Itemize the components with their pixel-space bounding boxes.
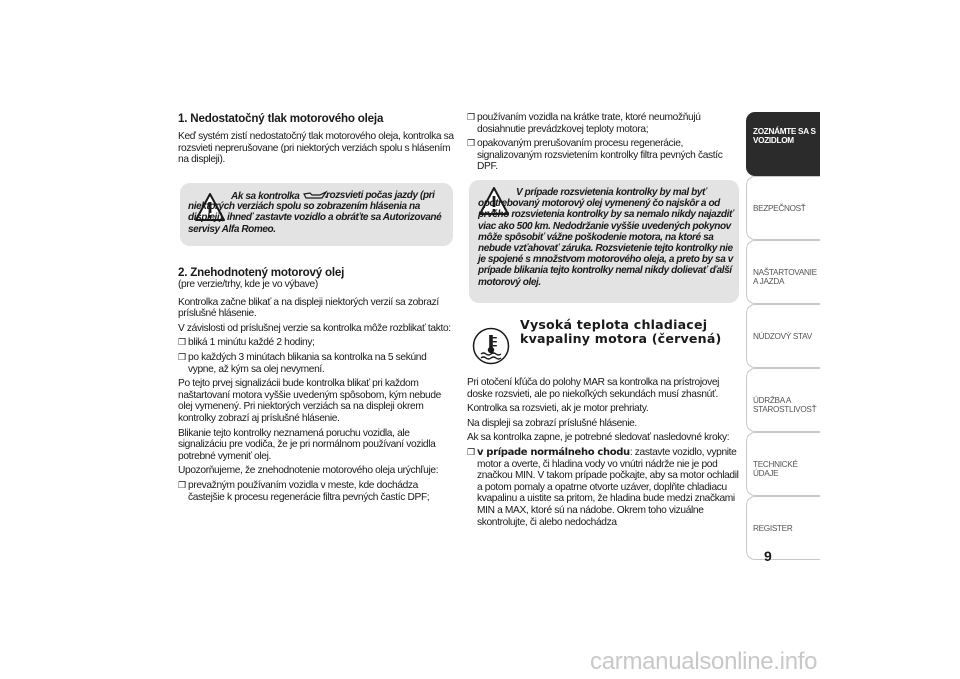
left-column-lower — [178, 266, 454, 506]
tab-maintenance[interactable]: ÚDRŽBA A STAROSTLIVOSŤ — [746, 368, 820, 432]
warning-text-continued: rozsvieti počas jazdy (pri niektorých verziách spolu so zobrazením hlásenia na displeji), ihneď zastavte vozidlo a obráťte sa Autorizované servisy Alfa Romeo. — [188, 190, 442, 235]
checkbox-bullet-icon: ❒ — [467, 446, 475, 457]
left-column — [178, 112, 454, 169]
checkbox-bullet-icon: ❒ — [467, 138, 475, 149]
paragraph: Na displeji sa zobrazí príslušné hlásenie. — [467, 417, 637, 429]
coolant-temperature-icon — [472, 327, 510, 365]
heading-subtitle: (pre verzie/trhy, kde je vo výbave) — [178, 279, 318, 290]
right-column — [467, 112, 745, 176]
watermark: carmanualsonline.info — [590, 648, 818, 675]
list-item: ❒ používaním vozidla na krátke trate, ktoré neumožňujú dosiahnutie prevádzkovej teploty motora; — [467, 112, 701, 135]
paragraph: Upozorňujeme, že znehodnotenie motorového oleja urýchľuje: — [178, 465, 439, 477]
tab-index[interactable]: REGISTER — [746, 496, 820, 560]
paragraph: Kontrolka sa rozsvieti, ak je motor prehriaty. — [467, 403, 649, 415]
paragraph: Kontrolka začne blikať a na displeji niektorých verzií sa zobrazí príslušné hlásenie. — [178, 296, 439, 320]
heading-degraded-oil: 2. Znehodnotený motorový olej — [178, 266, 345, 279]
list-item: ❒ po každých 3 minútach blikania sa kontrolka na 5 sekúnd vypne, až kým sa olej nevymení. — [178, 351, 427, 375]
right-column-lower — [467, 377, 745, 531]
paragraph: Po tejto prvej signalizácii bude kontrolka blikať pri každom naštartovaní motora vyššie uvedeným spôsobom, kým nebude olej vymenený. Pri niektorých verziách sa na displeji okrem kontrolky zobrazí aj príslušné hlásenie. — [178, 378, 441, 424]
warning-box-oil-pressure — [180, 183, 453, 246]
paragraph: Pri otočení kľúča do polohy MAR sa kontrolka na prístrojovej doske rozsvieti, ale po niekoľkých sekundách musí zhasnúť. — [467, 377, 720, 400]
tab-technical-data[interactable]: TECHNICKÉ ÚDAJE — [746, 432, 820, 496]
tab-starting-driving[interactable]: NAŠTARTOVANIE A JAZDA — [746, 240, 820, 304]
paragraph: Ak sa kontrolka zapne, je potrebné sledovať nasledovné kroky: — [467, 432, 730, 444]
warning-box-oil-change — [469, 180, 739, 303]
paragraph: V závislosti od príslušnej verzie sa kontrolka môže rozblikať takto: — [178, 322, 451, 334]
bold-term: v prípade normálneho chodu — [477, 446, 630, 458]
list-item: ❒ prevažným používaním vozidla v meste, kde dochádza častejšie k procesu regenerácie filtra pevných častíc DPF; — [178, 479, 430, 503]
warning-text: Ak sa kontrolka — [231, 190, 300, 202]
page-number: 9 — [764, 548, 772, 564]
checkbox-bullet-icon: ❒ — [178, 351, 186, 362]
tab-getting-to-know[interactable]: ZOZNÁMTE SA S VOZIDLOM — [746, 112, 820, 176]
warning-text: V prípade rozsvietenia kontrolky by mal byť opotrebovaný motorový olej vymenený čo najskôr a od prvého rozsvietenia kontrolky by sa nemalo nikdy najazdiť viac ako 500 km. Nedodržanie vyššie uvedených pokynov môže spôsobiť vážne poškodenie motora, na ktoré sa nebude vzťahovať záruka. Rozsvietenie tejto kontrolky nie je spojené s množstvom motorového oleja, a preto by sa v prípade blikania tejto kontrolky nemal nikdy dolievať ďalší motorový olej. — [478, 187, 734, 288]
paragraph: Blikanie tejto kontrolky neznamená poruchu vozidla, ale signalizáciu pre vodiča, že je pri normálnom používaní vozidla potrebné vymeniť olej. — [178, 427, 436, 462]
checkbox-bullet-icon: ❒ — [178, 337, 186, 348]
checkbox-bullet-icon: ❒ — [178, 479, 186, 490]
list-item: ❒ opakovaným prerušovaním procesu regenerácie, signalizovaným rozsvietením kontrolky filtra pevných častíc DPF. — [467, 138, 723, 173]
section-title-coolant: Vysoká teplota chladiacej kvapaliny motora (červená) — [520, 317, 722, 346]
list-item: ❒ v prípade normálneho chodu: zastavte vozidlo, vypnite motor a overte, či hladina vody vo vnútri nádrže nie je pod značkou MIN. V takom prípade počkajte, aby sa motor ochladil a potom pomaly a opatrne otvorte uzáver, doplňte chladiacu kvapalinu a uistite sa pritom, že hladina bude medzi značkami MIN a MAX, ktoré sú na nádobe. Okrem toho vizuálne skontrolujte, či alebo nedochádza — [467, 446, 739, 528]
list-item: ❒ bliká 1 minútu každé 2 hodiny; — [178, 337, 315, 349]
chapter-tabs — [746, 112, 820, 560]
tab-emergency[interactable]: NÚDZOVÝ STAV — [746, 304, 820, 368]
paragraph: Keď systém zistí nedostatočný tlak motorového oleja, kontrolka sa rozsvieti neprerušovane (pri niektorých verziách spolu s hlásením na displeji). — [178, 131, 454, 166]
checkbox-bullet-icon: ❒ — [467, 112, 475, 122]
tab-safety[interactable]: BEZPEČNOSŤ — [746, 176, 820, 240]
heading-oil-pressure: 1. Nedostatočný tlak motorového oleja — [178, 112, 384, 125]
